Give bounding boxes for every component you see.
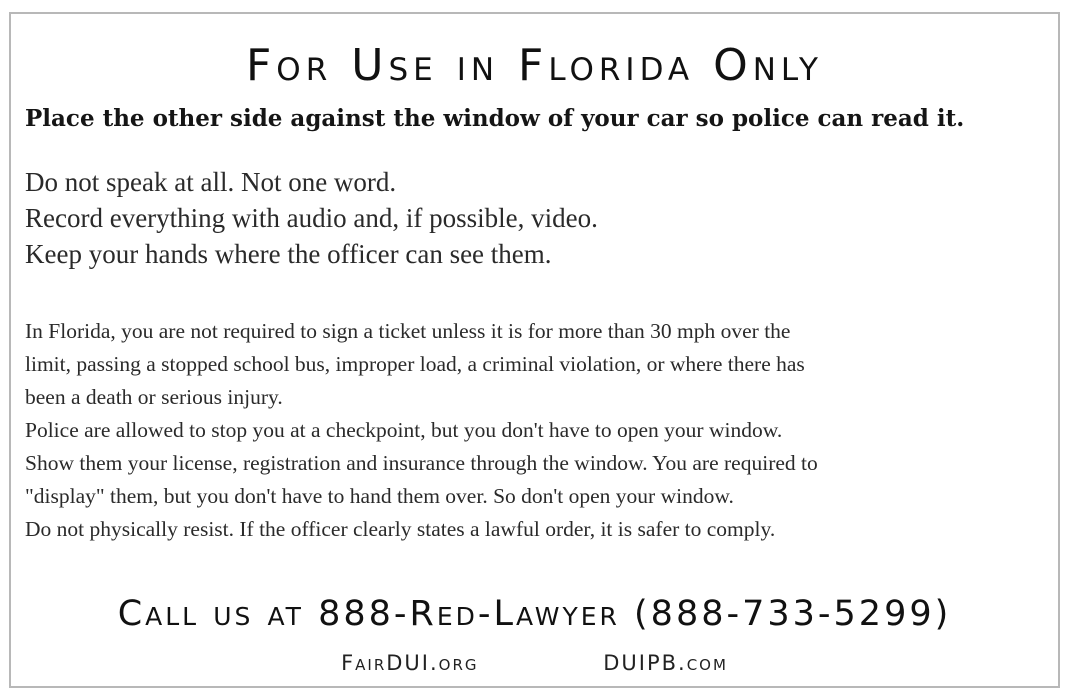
- card: [9, 12, 1060, 688]
- detail-line: In Florida, you are not required to sign a ticket unless it is for more than 30 mph over the: [25, 319, 791, 343]
- instruction-line: Record everything with audio and, if possible, video.: [25, 203, 598, 233]
- detail-line: limit, passing a stopped school bus, improper load, a criminal violation, or where there has: [25, 352, 805, 376]
- duipb-link[interactable]: DUIPB.com: [603, 651, 728, 675]
- instruction-line: Do not speak at all. Not one word.: [25, 167, 397, 197]
- card-title: For Use in Florida Only: [246, 40, 823, 91]
- call-line: Call us at 888-Red-Lawyer (888-733-5299): [117, 594, 952, 634]
- instruction-line: Keep your hands where the officer can see them.: [25, 239, 552, 269]
- main-instructions: [25, 164, 598, 272]
- details-text: [25, 315, 1050, 546]
- detail-line: Do not physically resist. If the officer clearly states a lawful order, it is safer to comply.: [25, 517, 776, 541]
- detail-line: been a death or serious injury.: [25, 385, 283, 409]
- card-subtitle: Place the other side against the window of your car so police can read it.: [25, 105, 965, 132]
- detail-line: Show them your license, registration and insurance through the window. You are required to: [25, 451, 818, 475]
- detail-line: Police are allowed to stop you at a checkpoint, but you don't have to open your window.: [25, 418, 783, 442]
- footer-links: [11, 650, 1058, 676]
- fairdui-link[interactable]: FairDUI.org: [341, 651, 479, 675]
- detail-line: "display" them, but you don't have to hand them over. So don't open your window.: [25, 484, 734, 508]
